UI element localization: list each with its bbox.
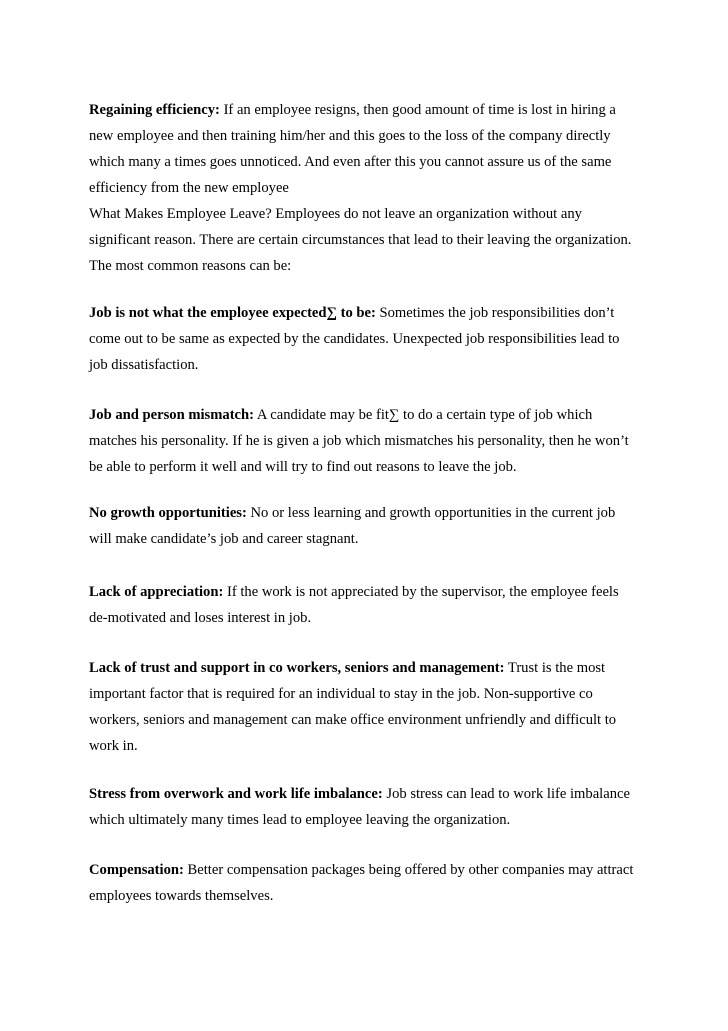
text-line (89, 257, 291, 275)
text-line (89, 101, 616, 119)
text-line (89, 583, 619, 601)
text-run: A candidate may be fit∑ to do a certain type of job which (254, 407, 593, 423)
text-run: efficiency from the new employee (89, 180, 289, 196)
text-line (89, 205, 582, 223)
text-line (89, 887, 273, 905)
text-line (89, 406, 592, 424)
text-run: de-motivated and loses interest in job. (89, 610, 312, 626)
text-run: Trust is the most (504, 660, 606, 676)
text-line (89, 685, 593, 703)
text-run: important factor that is required for an individual to stay in the job. Non-supportive co (89, 686, 593, 702)
text-line (89, 231, 631, 249)
text-run: If an employee resigns, then good amount of time is lost in hiring a (219, 102, 616, 118)
text-run: will make candidate’s job and career stagnant. (89, 531, 359, 547)
text-run: workers, seniors and management can make office environment unfriendly and difficult to (89, 712, 617, 728)
text-run: If the work is not appreciated by the supervisor, the employee feels (223, 584, 619, 600)
heading-run: Compensation: (89, 862, 184, 878)
text-run: Better compensation packages being offered by other companies may attract (183, 862, 634, 878)
text-line (89, 127, 611, 145)
text-run: new employee and then training him/her and this goes to the loss of the company directly (89, 128, 611, 144)
text-line (89, 659, 605, 677)
text-line (89, 432, 629, 450)
text-line (89, 530, 358, 548)
text-line (89, 504, 615, 522)
text-run: which ultimately many times lead to employee leaving the organization. (89, 812, 511, 828)
heading-run: Stress from overwork and work life imbalance: (89, 786, 383, 802)
heading-run: Regaining efficiency: (89, 102, 220, 118)
text-line (89, 609, 311, 627)
text-run: matches his personality. If he is given a job which mismatches his personality, then he won’t (89, 433, 629, 449)
heading-run: Job is not what the employee expected∑ to be: (89, 305, 376, 321)
text-run: The most common reasons can be: (89, 258, 292, 274)
heading-run: Lack of trust and support in co workers, seniors and management: (89, 660, 505, 676)
text-line (89, 330, 619, 348)
heading-run: Job and person mismatch: (89, 407, 255, 423)
text-line (89, 179, 289, 197)
text-run: No or less learning and growth opportunities in the current job (246, 505, 616, 521)
text-run: employees towards themselves. (89, 888, 274, 904)
text-line (89, 861, 633, 879)
text-run: be able to perform it well and will try to find out reasons to leave the job. (89, 459, 517, 475)
text-run: significant reason. There are certain circumstances that lead to their leaving the organization. (89, 232, 632, 248)
text-run: Sometimes the job responsibilities don’t (375, 305, 615, 321)
text-run: Job stress can lead to work life imbalance (382, 786, 630, 802)
text-line (89, 153, 611, 171)
text-line (89, 304, 614, 322)
text-line (89, 458, 517, 476)
text-line (89, 737, 138, 755)
text-run: work in. (89, 738, 138, 754)
text-run: What Makes Employee Leave? Employees do not leave an organization without any (89, 206, 582, 222)
text-run: which many a times goes unnoticed. And even after this you cannot assure us of the same (89, 154, 612, 170)
heading-run: No growth opportunities: (89, 505, 247, 521)
text-line (89, 356, 198, 374)
text-run: come out to be same as expected by the candidates. Unexpected job responsibilities lead to (89, 331, 620, 347)
text-line (89, 811, 510, 829)
text-line (89, 711, 616, 729)
heading-run: Lack of appreciation: (89, 584, 224, 600)
text-line (89, 785, 630, 803)
text-run: job dissatisfaction. (89, 357, 199, 373)
